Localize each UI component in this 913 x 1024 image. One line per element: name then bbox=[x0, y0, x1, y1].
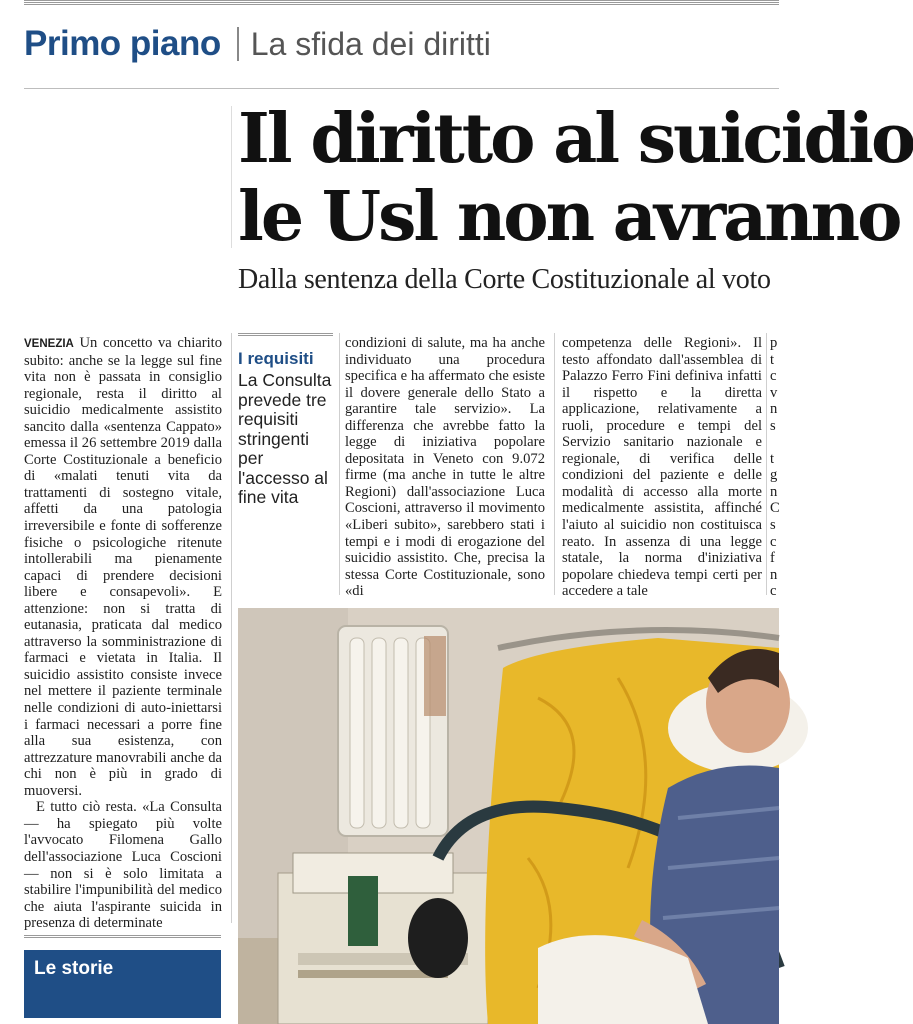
stories-label: Le storie bbox=[34, 958, 114, 979]
section-header bbox=[24, 14, 491, 74]
column-rule-2 bbox=[339, 333, 340, 595]
header-divider bbox=[24, 88, 779, 89]
column-3-text: condizioni di salute, ma ha anche individuato una procedura specifica e ha affermato che esiste il dovere generale dello Stato a garantire tale servizio». La differenza che avrebbe fatto la legge di iniziativa popolare depositata in Veneto con 9.072 firme (ma anche in tutte le altre Regioni) dall'associazione Luca Coscioni, attraverso il movimento «Liberi subito», sarebbero stati i tempi e i modi di erogazione del suicidio assistito. Che, precisa la stessa Corte Costituzionale, sono «di bbox=[345, 335, 545, 600]
section-name: Primo piano bbox=[24, 24, 221, 63]
patient-bed-illustration bbox=[238, 608, 779, 1024]
column-4-text: competenza delle Regioni». Il testo affondato dall'assemblea di Palazzo Ferro Fini definiva infatti il rispetto e la diretta applicazione, relativamente a ruoli, procedure e tempi del Servizio sanitario nazionale e regionale, di verifica delle condizioni del paziente e delle modalità di accesso alla morte medicalmente assistita, affinché l'aiuto al suicidio non costituisca reato. In assenza di una legge statale, la norma d'iniziativa popolare chiedeva tempi certi per accedere a tale bbox=[562, 335, 762, 600]
column-rule-1 bbox=[231, 333, 232, 923]
column-rule-3 bbox=[554, 333, 555, 595]
sidebar-title: I requisiti bbox=[238, 349, 314, 368]
column-1-text-a: Un concetto va chiarito subito: anche se la legge sul fine vita non è passata in consiglio regionale, resta il diritto al suicidio medicalmente assistito sancito dalla «sentenza Cappato» emessa il 26 settembre 2019 dalla Corte Costituzionale a beneficio di «malati tenuti vita da trattamenti di sostegno vitale, affetti da una patologia irreversibile e fonte di sofferenze fisiche o psicologiche ritenute intollerabili ma pienamente capaci di prendere decisioni libere e consapevoli». E attenzione: non si tratta di eutanasia, praticata dal medico attraverso la somministrazione di farmaci e vietata in Italia. Il suicidio assistito consiste invece nel mettere il paziente terminale nelle condizioni di auto-iniettarsi i farmaci necessari a porre fine alla sua esistenza, con attrezzature manovrabili anche da chi non è più in grado di muoversi. bbox=[24, 335, 222, 799]
page-headline bbox=[238, 99, 913, 257]
medical-equipment bbox=[278, 853, 488, 1024]
sidebar-rule bbox=[238, 333, 333, 337]
top-rule bbox=[24, 0, 779, 5]
article-paragraph-1 bbox=[24, 335, 222, 799]
headline-line-1: Il diritto al suicidio bbox=[238, 99, 913, 179]
radiator bbox=[338, 626, 448, 836]
sidebar-text: La Consulta prevede tre requisiti stringenti per l'accesso al fine vita bbox=[238, 370, 332, 507]
stories-box bbox=[24, 950, 221, 1018]
section-separator bbox=[237, 27, 239, 61]
article-column-4 bbox=[562, 335, 762, 600]
article-photo bbox=[238, 608, 779, 1024]
article-column-3 bbox=[345, 335, 545, 600]
article-column-5-cropped: p t c v n s t g n C s c f n c bbox=[770, 335, 780, 600]
column-rule-4 bbox=[766, 333, 767, 595]
headline-column-rule bbox=[231, 106, 232, 248]
section-subtitle: La sfida dei diritti bbox=[250, 25, 491, 62]
subheadline: Dalla sentenza della Corte Costituzionale al voto bbox=[238, 264, 771, 295]
requirements-sidebar bbox=[238, 333, 333, 508]
stories-rule bbox=[24, 935, 221, 939]
dateline: VENEZIA bbox=[24, 338, 74, 350]
article-paragraph-2: E tutto ciò resta. «La Consulta — ha spiegato più volte l'avvocato Filomena Gallo dell'associazione Luca Coscioni — non si è solo limitata a stabilire l'impunibilità del medico che aiuta l'aspirante suicida in presenza di determinate bbox=[24, 799, 222, 932]
article-column-1 bbox=[24, 335, 222, 932]
headline-line-2: le Usl non avranno bbox=[238, 177, 900, 257]
